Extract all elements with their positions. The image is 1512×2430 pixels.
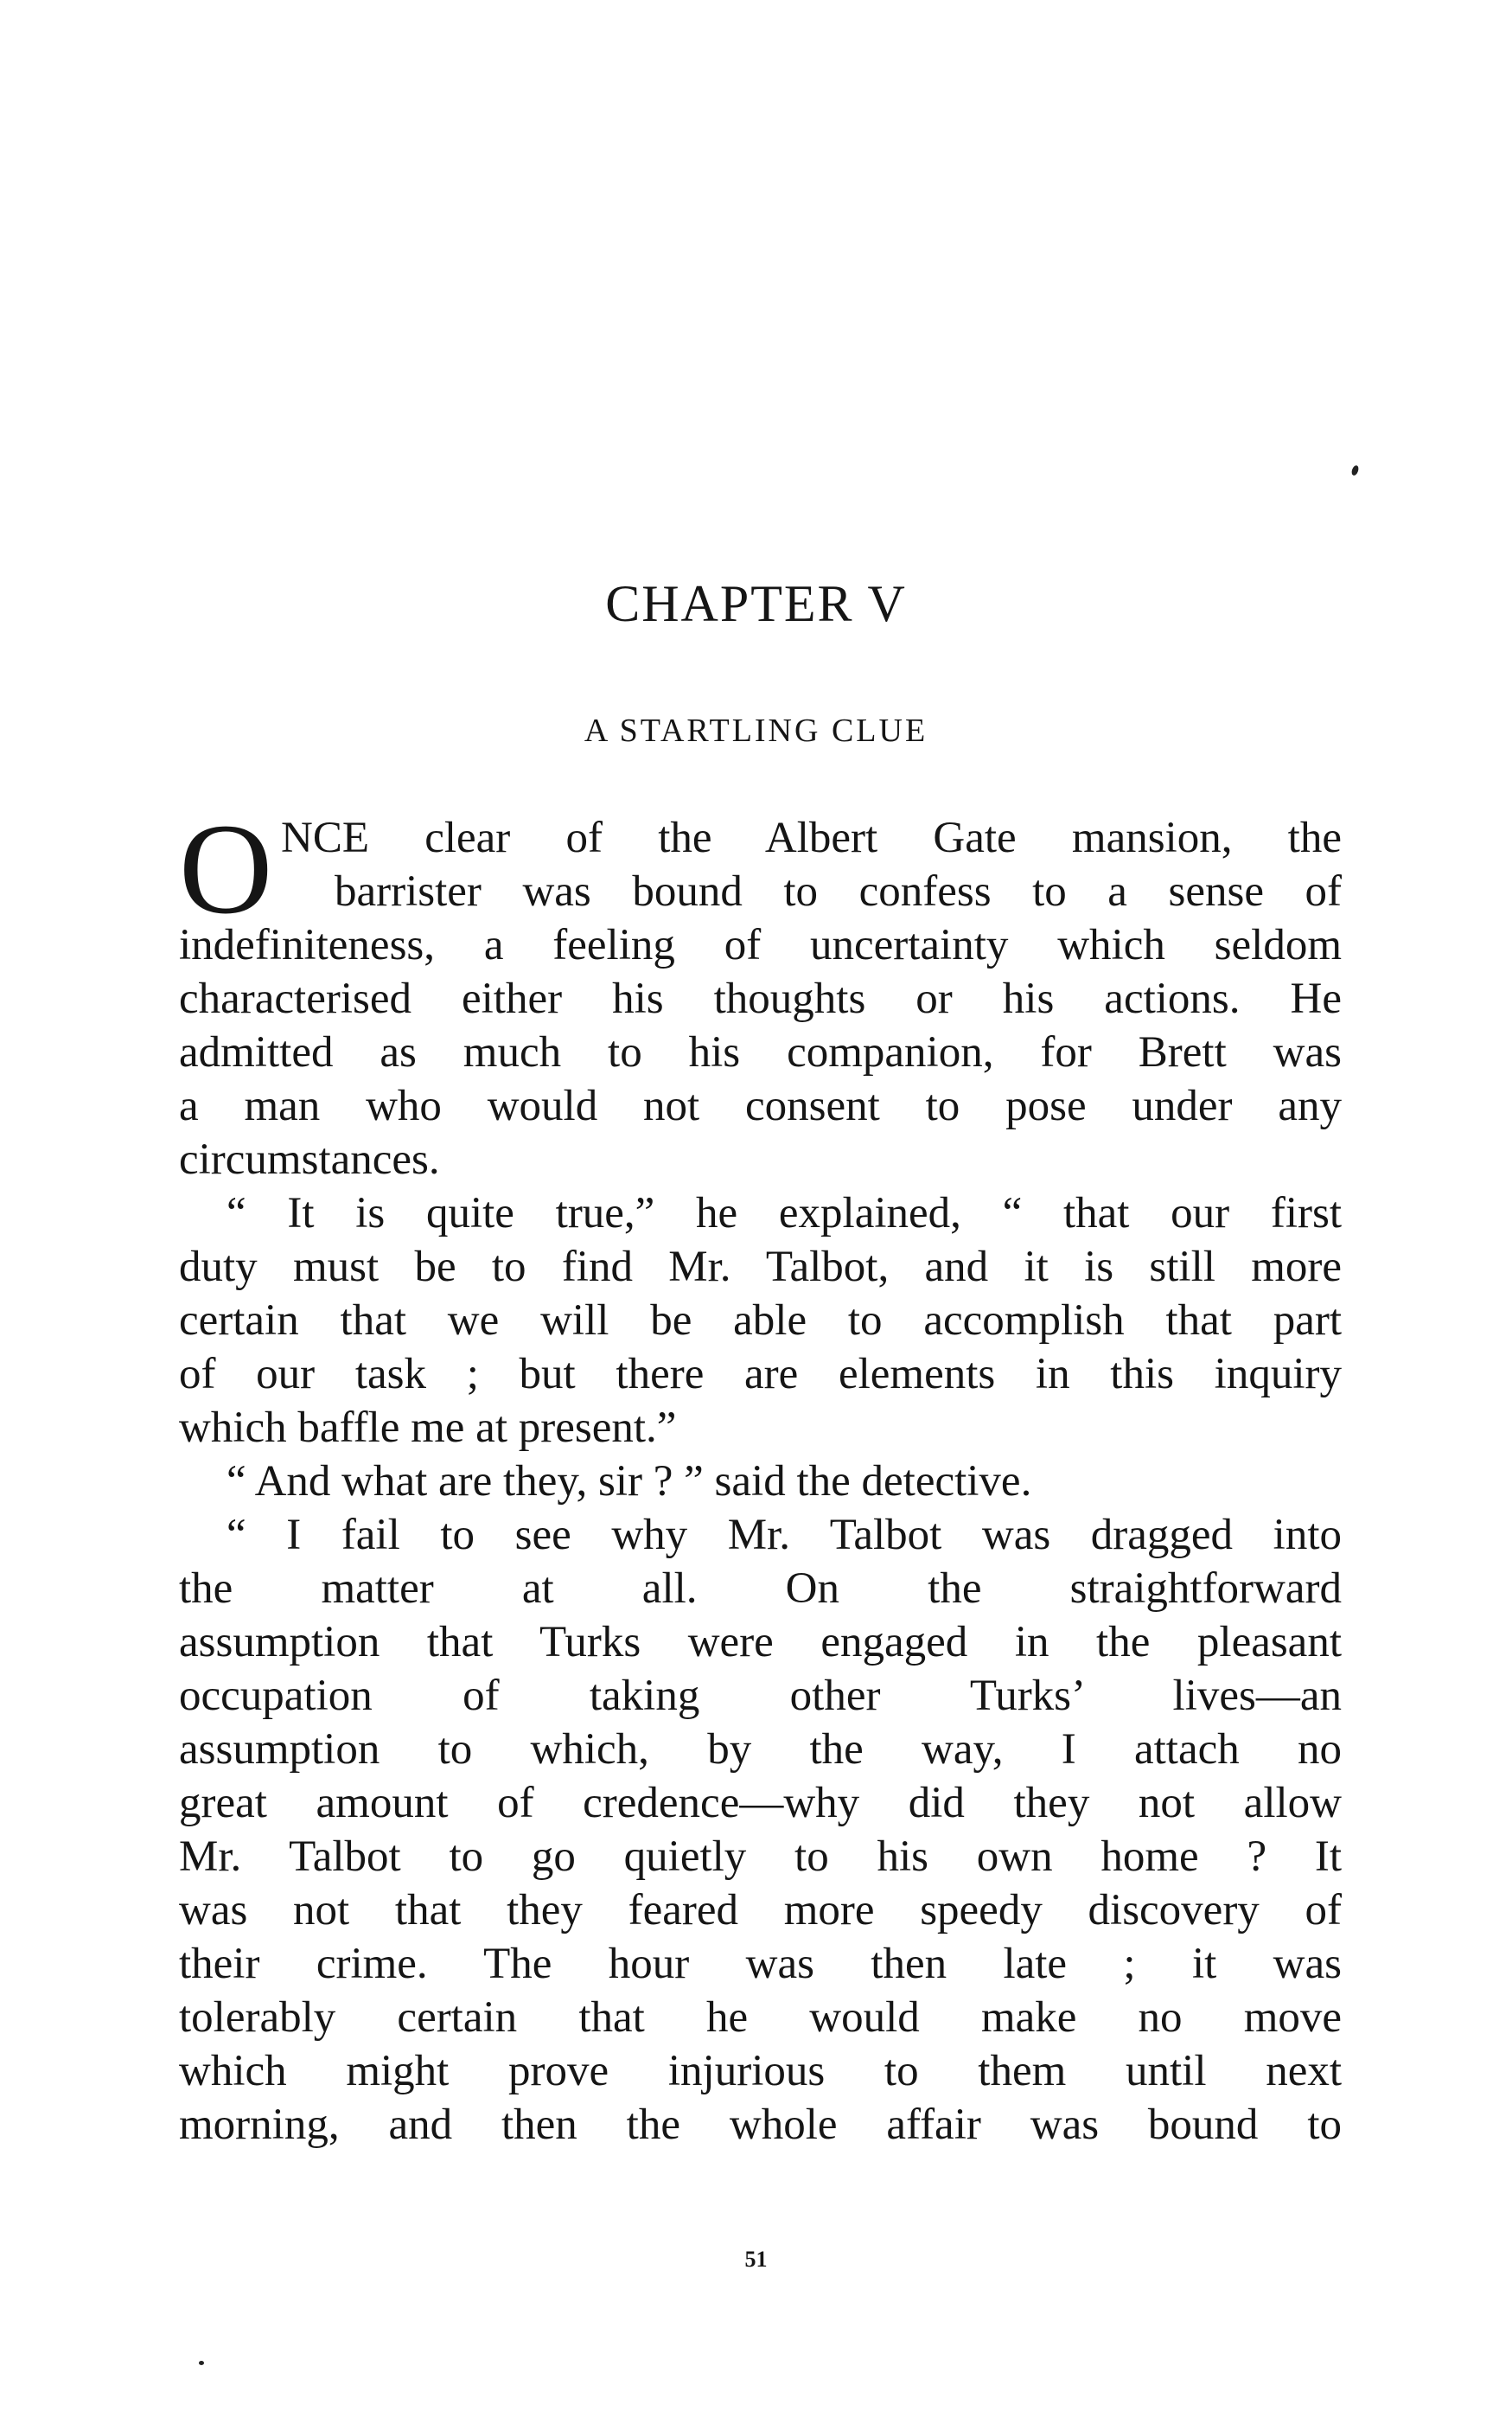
text-line: a man who would not consent to pose under any [179, 1082, 1342, 1130]
text-line: NCE clear of the Albert Gate mansion, the [281, 814, 1342, 862]
text-line: tolerably certain that he would make no move [179, 1993, 1342, 2042]
text-line: indefiniteness, a feeling of uncertainty which seldom [179, 921, 1342, 969]
chapter-heading: CHAPTER V [605, 575, 907, 632]
text-line: characterised either his thoughts or his actions. He [179, 975, 1342, 1023]
text-line: Mr. Talbot to go quietly to his own home ? It [179, 1832, 1342, 1881]
chapter-subtitle: A STARTLING CLUE [584, 713, 928, 749]
text-line: barrister was bound to confess to a sense of [335, 867, 1342, 916]
text-line: “ It is quite true,” he explained, “ that our first [226, 1189, 1342, 1237]
text-line: admitted as much to his companion, for Brett was [179, 1028, 1342, 1077]
text-line: “ I fail to see why Mr. Talbot was dragged into [226, 1511, 1342, 1559]
scan-speck [1350, 464, 1360, 476]
page-number: 51 [744, 2247, 768, 2272]
text-line: which baffle me at present.” [179, 1404, 677, 1452]
drop-cap: O [179, 797, 273, 941]
body-text [179, 811, 1342, 2152]
text-line: which might prove injurious to them until next [179, 2047, 1342, 2095]
text-line: morning, and then the whole affair was bound to [179, 2101, 1342, 2149]
text-line: of our task ; but there are elements in this inquiry [179, 1350, 1342, 1398]
text-line: their crime. The hour was then late ; it was [179, 1940, 1342, 1988]
text-line: duty must be to find Mr. Talbot, and it is still more [179, 1243, 1342, 1291]
text-line: the matter at all. On the straightforward [179, 1564, 1342, 1613]
text-line: great amount of credence—why did they not allow [179, 1779, 1342, 1827]
text-line: “ And what are they, sir ? ” said the detective. [226, 1457, 1032, 1506]
text-line: certain that we will be able to accomplish that part [179, 1296, 1342, 1345]
scan-speck [199, 2361, 204, 2365]
text-line: occupation of taking other Turks’ lives—an [179, 1672, 1342, 1720]
text-line: assumption to which, by the way, I attach no [179, 1725, 1342, 1774]
text-line: circumstances. [179, 1135, 440, 1184]
text-line: was not that they feared more speedy discovery of [179, 1886, 1342, 1934]
text-line: assumption that Turks were engaged in the pleasant [179, 1618, 1342, 1666]
